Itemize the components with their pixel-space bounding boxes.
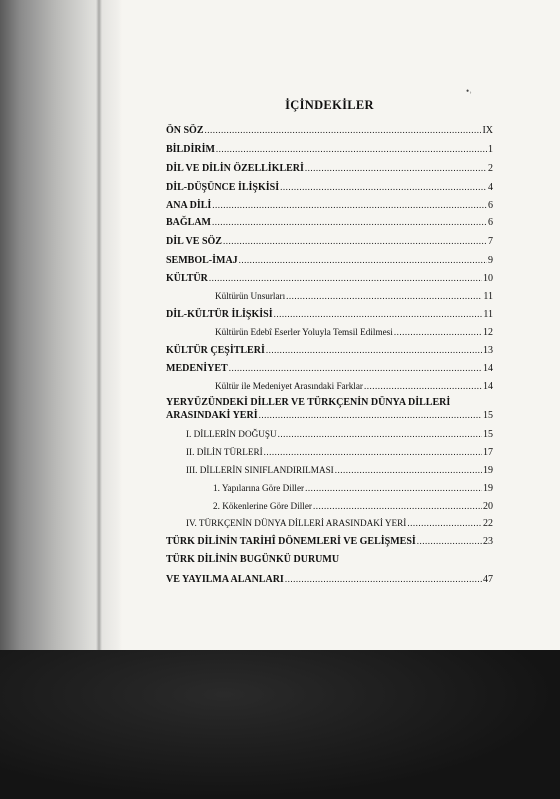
toc-entry-edebi-eserler[interactable]: Kültürün Edebî Eserler Yoluyla Temsil Edilmesi ..... 12 xyxy=(215,326,493,340)
book-spine-shadow xyxy=(0,0,122,650)
toc-entry-ana-dili[interactable]: ANA DİLİ ..... 6 xyxy=(166,199,493,213)
toc-entry-bugunku-durum-line1: TÜRK DİLİNİN BUGÜNKÜ DURUMU xyxy=(166,554,340,565)
scanner-background xyxy=(0,650,560,799)
toc-entry-dillerin-siniflandirilmasi[interactable]: III. DİLLERİN SINIFLANDIRILMASI ..... 19 xyxy=(186,464,493,478)
toc-entry-kultur[interactable]: KÜLTÜR ..... 10 xyxy=(166,272,493,286)
toc-title: İÇİNDEKİLER xyxy=(285,98,374,112)
toc-entry-yeryuzundeki-diller[interactable]: ARASINDAKİ YERİ ..... 15 xyxy=(166,409,493,423)
toc-entry-turkcenin-yeri[interactable]: IV. TÜRKÇENİN DÜNYA DİLLERİ ARASINDAKİ YERİ ..... 22 xyxy=(186,517,493,531)
toc-entry-kultur-medeniyet-farklar[interactable]: Kültür ile Medeniyet Arasındaki Farklar ..... 14 xyxy=(215,380,493,394)
toc-entry-kulturun-unsurlari[interactable]: Kültürün Unsurları ..... 11 xyxy=(215,290,493,304)
toc-entry-kultur-cesitleri[interactable]: KÜLTÜR ÇEŞİTLERİ ..... 13 xyxy=(166,344,493,358)
toc-entry-dil-ve-soz[interactable]: DİL VE SÖZ ..... 7 xyxy=(166,235,493,249)
toc-entry-yeryuzundeki-diller-line1: YERYÜZÜNDEKİ DİLLER VE TÜRKÇENİN DÜNYA DİLLERİ xyxy=(166,397,451,408)
toc-entry-on-soz[interactable]: ÖN SÖZ ..... IX xyxy=(166,124,493,138)
toc-entry-dil-ve-dilin-ozellikleri[interactable]: DİL VE DİLİN ÖZELLİKLERİ ..... 2 xyxy=(166,162,493,176)
toc-entry-bildirim[interactable]: BİLDİRİM ..... 1 xyxy=(166,143,493,157)
toc-entry-tarihi-donemler[interactable]: TÜRK DİLİNİN TARİHÎ DÖNEMLERİ VE GELİŞMESİ ..... 23 xyxy=(166,535,493,549)
toc-entry-medeniyet[interactable]: MEDENİYET ..... 14 xyxy=(166,362,493,376)
toc-entry-bugunku-durum[interactable]: VE YAYILMA ALANLARI ..... 47 xyxy=(166,573,493,587)
toc-entry-dil-dusunce-iliskisi[interactable]: DİL-DÜŞÜNCE İLİŞKİSİ ..... 4 xyxy=(166,181,493,195)
spine-edge xyxy=(96,0,102,650)
toc-entry-yapilarina-gore[interactable]: 1. Yapılarına Göre Diller ..... 19 xyxy=(213,482,493,496)
toc-entry-baglam[interactable]: BAĞLAM ..... 6 xyxy=(166,216,493,230)
toc-entry-dillerin-dogusu[interactable]: I. DİLLERİN DOĞUŞU ..... 15 xyxy=(186,428,493,442)
toc-entry-dil-kultur-iliskisi[interactable]: DİL-KÜLTÜR İLİŞKİSİ ..... 11 xyxy=(166,308,493,322)
page-smudge-mark: •˒ xyxy=(466,86,473,96)
toc-entry-dilin-turleri[interactable]: II. DİLİN TÜRLERİ ..... 17 xyxy=(186,446,493,460)
toc-entry-kokenlerine-gore[interactable]: 2. Kökenlerine Göre Diller ..... 20 xyxy=(213,500,493,514)
toc-entry-sembol-imaj[interactable]: SEMBOL-İMAJ ..... 9 xyxy=(166,254,493,268)
